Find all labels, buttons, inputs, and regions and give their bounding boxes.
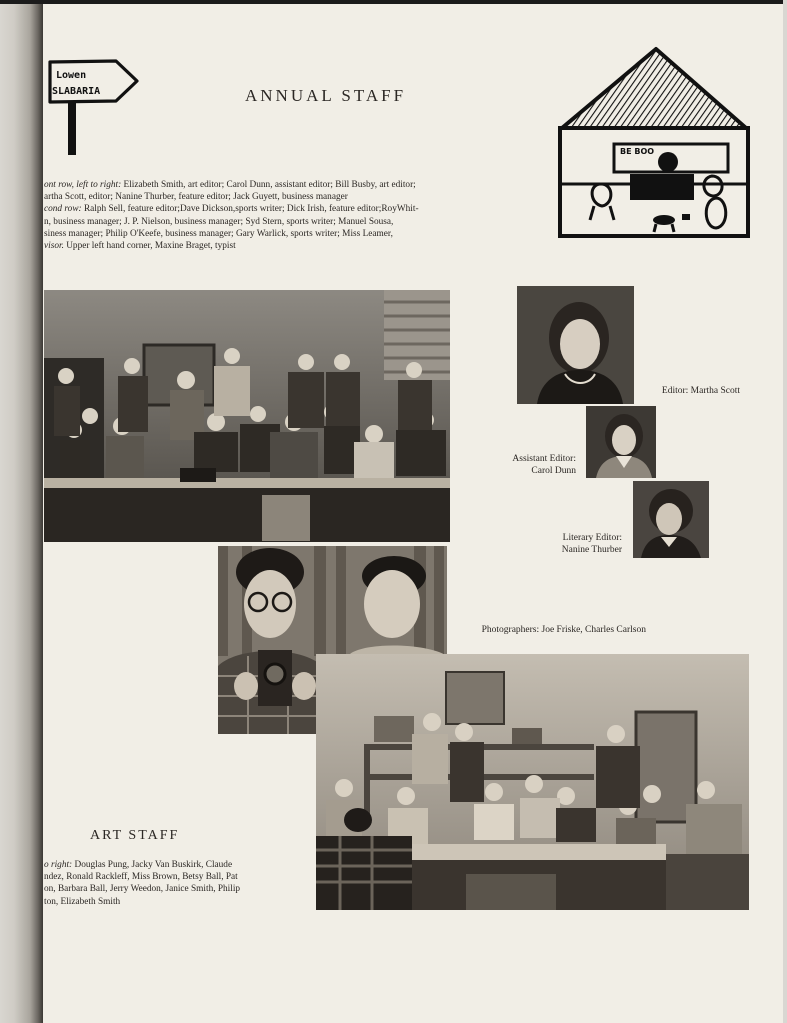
signpost-drawing [46,56,142,158]
caption-text: n, business manager; J. P. Nielson, business manager; Syd Stern, sports writer; Manuel Sousa, [44,216,394,227]
photographers-label: Photographers: Joe Friske, Charles Carlson [481,625,646,635]
annual-staff-group-photo [44,290,450,542]
art-staff-caption [44,859,276,908]
caption-line [44,228,464,240]
assistant-editor-portrait [586,406,656,478]
annual-staff-caption [44,179,464,252]
assistant-editor-name: Carol Dunn [531,466,576,476]
caption-lead: o right: [44,860,73,870]
caption-text: Douglas Pung, Jacky Van Buskirk, Claude [72,860,233,870]
caption-line [44,191,464,203]
caption-line [44,896,276,908]
caption-text: on, Barbara Ball, Jerry Weedon, Janice Smith, Philip [44,884,241,895]
caption-line [44,859,276,871]
caption-text: siness manager; Philip O'Keefe, business manager; Gary Warlick, sports writer; Miss Leamer, [44,228,393,239]
caption-line [44,179,464,191]
caption-text: ton, Elizabeth Smith [44,896,121,907]
caption-text: Upper left hand corner, Maxine Braget, typist [63,241,236,252]
caption-line [44,203,464,215]
scan-edge-right [783,0,787,1023]
assistant-editor-role: Assistant Editor: [512,454,576,464]
caption-line [44,240,464,252]
caption-lead: ont row, left to right: [44,180,122,190]
literary-editor-portrait [633,481,709,558]
editor-label: Editor: Martha Scott [661,386,740,396]
annual-staff-title: ANNUAL STAFF [245,86,407,105]
house-drawing [556,44,752,240]
art-staff-group-photo [316,654,749,910]
signpost-line2: SLABARIA [52,86,101,97]
caption-text: Ralph Sell, feature editor;Dave Dickson,sports writer; Dick Irish, feature editor;RoyWhit- [81,204,419,215]
caption-lead: visor. [44,241,64,252]
house-sign-text: BE BOO [620,147,655,156]
book-spine [0,0,43,1023]
literary-editor-name: Nanine Thurber [561,545,622,555]
signpost-line1: Lowen [56,70,87,81]
caption-text: artha Scott, editor; Nanine Thurber, feature editor; Jack Guyett, business manager [44,192,348,203]
caption-lead: cond row: [44,204,82,215]
caption-line [44,883,276,895]
caption-line [44,216,464,228]
assistant-editor-label [470,453,576,477]
caption-text: Elizabeth Smith, art editor; Carol Dunn, assistant editor; Bill Busby, art editor; [121,180,416,190]
literary-editor-role: Literary Editor: [562,533,622,543]
scan-edge-top [0,0,787,4]
literary-editor-label [512,532,622,556]
caption-line [44,871,276,883]
art-staff-title: ART STAFF [90,828,180,843]
caption-text: ndez, Ronald Rackleff, Miss Brown, Betsy Ball, Pat [44,872,238,883]
